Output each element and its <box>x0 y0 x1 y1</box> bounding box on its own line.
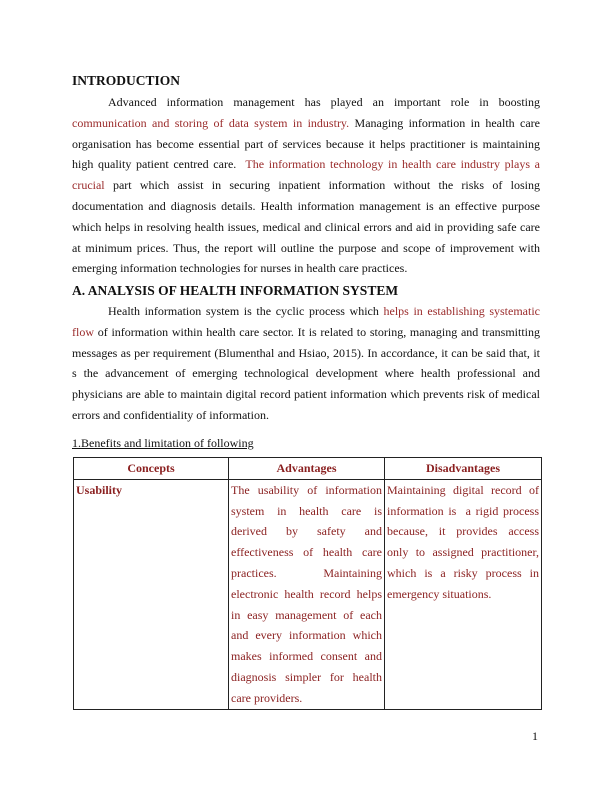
body-text: messages as per requirement (Blumenthal and Hsiao, 2015). In accordance, it can be said that, it <box>72 345 540 360</box>
body-text: Health information system is the cyclic process which <box>108 304 384 318</box>
advantages-cell <box>229 479 385 709</box>
cell-text: information is a rigid process <box>387 503 539 518</box>
highlighted-text: flow <box>72 324 94 339</box>
text-line <box>72 92 540 113</box>
text-line <box>72 134 540 155</box>
text-line <box>72 322 540 343</box>
body-text: high quality patient centred care. <box>72 157 246 172</box>
highlighted-text: communication and storing of data system in industry. <box>72 115 350 130</box>
cell-text: because, it provides access <box>387 524 539 539</box>
cell-text: derived by safety and <box>231 524 382 539</box>
body-text: organisation has become essential part of services because it helps practitioner is maintaining <box>72 136 540 151</box>
body-text: part which assist in securing inpatient information without the risks of losing <box>104 178 540 193</box>
text-line <box>72 405 540 426</box>
cell-text: only to assigned practitioner, <box>387 545 539 560</box>
text-line <box>72 384 540 405</box>
text-line <box>72 175 540 196</box>
highlighted-text: helps in establishing systematic <box>383 304 540 318</box>
table-row <box>74 479 542 709</box>
intro-paragraph <box>72 92 540 279</box>
header-advantages: Advantages <box>229 458 385 480</box>
cell-text-line <box>387 563 539 584</box>
header-concepts: Concepts <box>74 458 229 480</box>
body-text: s the advancement of emerging technological development where health professional and <box>72 366 540 381</box>
page-number: 1 <box>532 729 538 743</box>
table-caption: 1.Benefits and limitation of following <box>72 436 254 450</box>
text-line <box>72 113 540 134</box>
text-line <box>72 301 540 322</box>
cell-text: makes informed consent and <box>231 649 382 664</box>
cell-text-line <box>231 646 382 667</box>
cell-text-line <box>231 625 382 646</box>
cell-text-line <box>387 584 539 605</box>
analysis-heading: A. ANALYSIS OF HEALTH INFORMATION SYSTEM <box>72 283 399 298</box>
cell-text-line <box>387 521 539 542</box>
intro-heading: INTRODUCTION <box>72 73 181 88</box>
cell-text-line <box>231 563 382 584</box>
cell-text: effectiveness of health care <box>231 545 382 560</box>
cell-text: care providers. <box>231 690 303 705</box>
cell-text-line <box>231 667 382 688</box>
cell-text-line <box>231 480 382 501</box>
cell-text: and every information which <box>231 628 382 643</box>
body-text: Managing information in health care <box>349 115 540 130</box>
cell-text-line <box>387 501 539 522</box>
body-text: at minimum prices. Thus, the report will outline the purpose and scope of improvement with <box>72 240 540 255</box>
cell-text-line <box>231 501 382 522</box>
body-text: which helps in resolving health issues, medical and clinical errors and aid in providing safe care <box>72 219 540 234</box>
cell-text-line <box>387 542 539 563</box>
highlighted-text: The information technology in health care industry plays a <box>245 157 541 172</box>
text-line <box>72 196 540 217</box>
concept-usability: Usability <box>76 482 123 497</box>
body-text: emerging information technologies for nurses in health care practices. <box>72 261 408 276</box>
table-header-row <box>74 458 542 480</box>
cell-text-line <box>231 542 382 563</box>
cell-text: in easy management of each <box>231 607 382 622</box>
cell-text-line <box>231 521 382 542</box>
cell-text: electronic health record helps <box>231 586 382 601</box>
text-line <box>72 343 540 364</box>
cell-text-line <box>387 480 539 501</box>
body-text: of information within health care sector. It is related to storing, managing and transmitting <box>94 324 540 339</box>
cell-text: diagnosis simpler for health <box>231 669 382 684</box>
text-line <box>72 217 540 238</box>
text-line <box>72 238 540 259</box>
disadvantages-cell <box>385 479 542 709</box>
analysis-paragraph <box>72 301 540 426</box>
body-text: Advanced information management has played an important role in boosting <box>108 95 540 109</box>
highlighted-text: crucial <box>72 178 105 193</box>
concept-cell <box>74 479 229 709</box>
cell-text-line <box>231 584 382 605</box>
cell-text: practices. Maintaining <box>231 565 382 580</box>
cell-text: The usability of information <box>231 482 382 497</box>
cell-text: system in health care is <box>231 503 382 518</box>
cell-text: Maintaining digital record of <box>387 482 539 497</box>
body-text: errors and confidentiality of information. <box>72 407 269 422</box>
header-disadvantages: Disadvantages <box>385 458 542 480</box>
text-line <box>72 154 540 175</box>
text-line <box>72 363 540 384</box>
body-text: documentation and diagnosis details. Health information management is an effective purpose <box>72 198 540 213</box>
cell-text-line <box>231 688 382 709</box>
text-line <box>72 258 540 279</box>
cell-text-line <box>231 605 382 626</box>
cell-text: which is a risky process in <box>387 565 539 580</box>
body-text: physicians are able to maintain digital record patient information which prevents risk of medical <box>72 387 540 402</box>
benefits-table <box>73 457 542 710</box>
cell-text: emergency situations. <box>387 586 492 601</box>
